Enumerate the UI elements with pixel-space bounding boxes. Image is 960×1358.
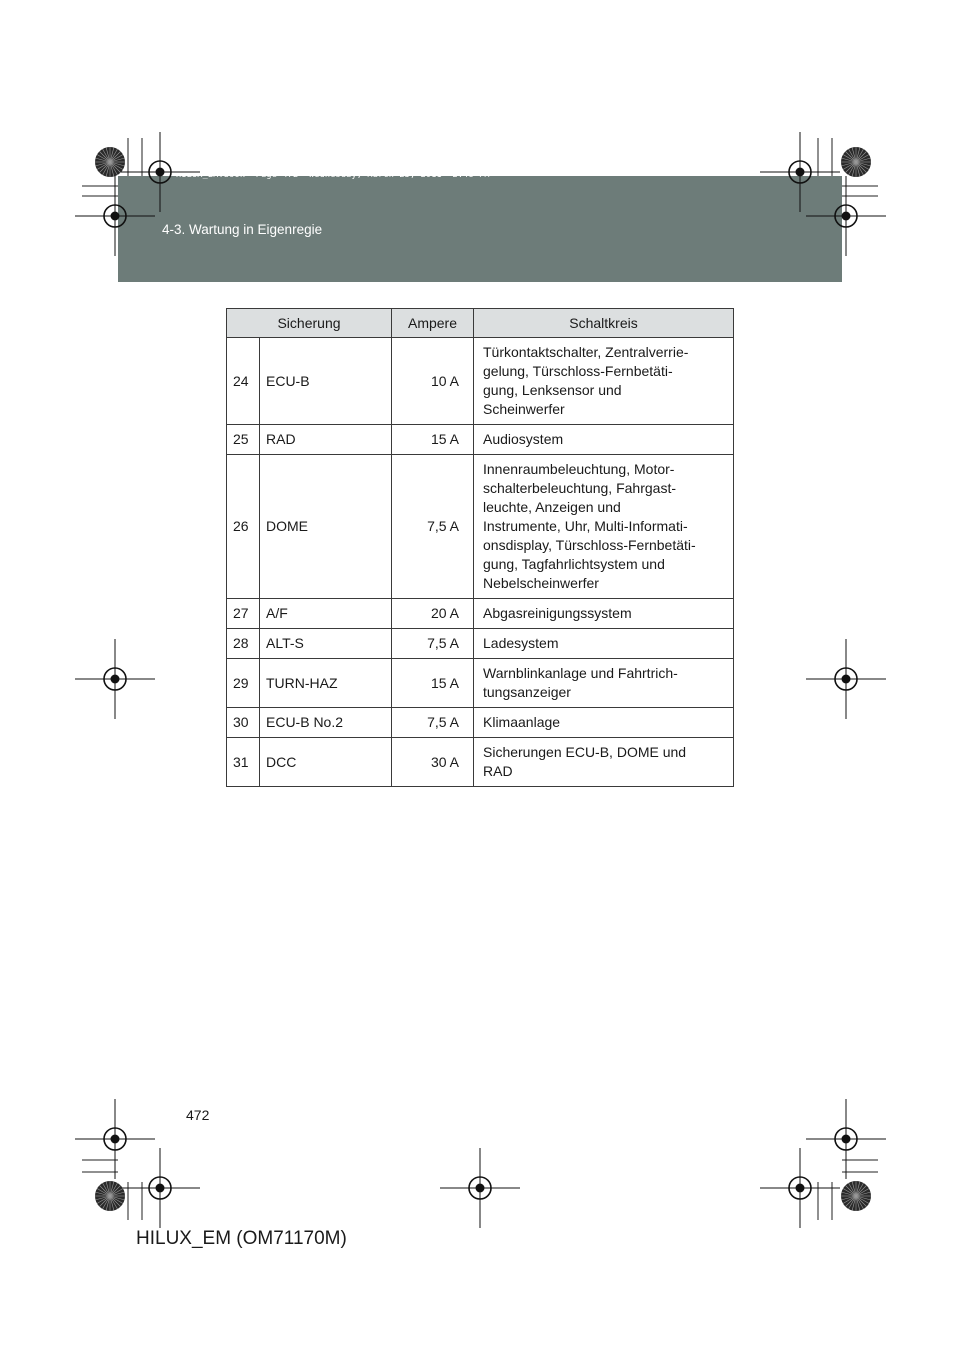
section-title: 4-3. Wartung in Eigenregie <box>162 222 323 237</box>
fuse-number-cell: 26 <box>227 455 260 599</box>
table-row <box>227 659 734 708</box>
fuse-circuit-cell: Innenraumbeleuchtung, Motor- schalterbeleuchtung, Fahrgast- leuchte, Anzeigen und Instrumente, Uhr, Multi-Informati- onsdisplay, Türschloss-Fernbetäti- gung, Tagfahrlichtsystem und Nebelscheinwerfer <box>474 455 734 599</box>
crosshair-mark <box>120 132 200 212</box>
crosshair-mark <box>806 1099 886 1179</box>
fuse-circuit-cell: Warnblinkanlage und Fahrtrich- tungsanzeiger <box>474 659 734 708</box>
fuse-table <box>226 308 734 787</box>
fuse-number-cell: 27 <box>227 599 260 629</box>
table-header-row <box>227 309 734 338</box>
fuse-number-cell: 31 <box>227 738 260 787</box>
fuse-number-cell: 25 <box>227 425 260 455</box>
table-row <box>227 338 734 425</box>
table-row <box>227 708 734 738</box>
column-header-ampere: Ampere <box>392 309 474 338</box>
fuse-name-cell: DCC <box>260 738 392 787</box>
crosshair-mark <box>806 176 886 256</box>
fuse-ampere-cell: 20 A <box>392 599 474 629</box>
crosshair-mark <box>120 1148 200 1228</box>
table-row <box>227 738 734 787</box>
fuse-ampere-cell: 15 A <box>392 659 474 708</box>
crosshair-mark <box>75 639 155 719</box>
print-slug: HILUX_EM.book Page 472 Wednesday, March 23, 2011 2:48 PM <box>176 170 490 180</box>
crosshair-mark <box>806 639 886 719</box>
sunburst-mark <box>95 147 125 177</box>
fuse-name-cell: RAD <box>260 425 392 455</box>
page-number: 472 <box>186 1107 210 1123</box>
table-row <box>227 455 734 599</box>
fuse-circuit-cell: Klimaanlage <box>474 708 734 738</box>
table-row <box>227 425 734 455</box>
crosshair-mark <box>760 1148 840 1228</box>
table-row <box>227 629 734 659</box>
crosshair-mark <box>760 132 840 212</box>
fuse-circuit-cell: Türkontaktschalter, Zentralverrie- gelung, Türschloss-Fernbetäti- gung, Lenksensor und Scheinwerfer <box>474 338 734 425</box>
fuse-circuit-cell: Ladesystem <box>474 629 734 659</box>
column-header-circuit: Schaltkreis <box>474 309 734 338</box>
document-id: HILUX_EM (OM71170M) <box>136 1228 347 1249</box>
fuse-ampere-cell: 15 A <box>392 425 474 455</box>
crosshair-mark <box>440 1148 520 1228</box>
column-header-fuse: Sicherung <box>227 309 392 338</box>
fuse-ampere-cell: 10 A <box>392 338 474 425</box>
fuse-circuit-cell: Sicherungen ECU-B, DOME und RAD <box>474 738 734 787</box>
fuse-ampere-cell: 30 A <box>392 738 474 787</box>
crosshair-mark <box>75 1099 155 1179</box>
fuse-name-cell: A/F <box>260 599 392 629</box>
fuse-circuit-cell: Abgasreinigungssystem <box>474 599 734 629</box>
crosshair-mark <box>75 176 155 256</box>
sunburst-mark <box>841 1181 871 1211</box>
fuse-name-cell: ECU-B <box>260 338 392 425</box>
fuse-number-cell: 30 <box>227 708 260 738</box>
fuse-name-cell: ECU-B No.2 <box>260 708 392 738</box>
fuse-ampere-cell: 7,5 A <box>392 629 474 659</box>
fuse-name-cell: ALT-S <box>260 629 392 659</box>
fuse-ampere-cell: 7,5 A <box>392 455 474 599</box>
fuse-name-cell: DOME <box>260 455 392 599</box>
fuse-name-cell: TURN-HAZ <box>260 659 392 708</box>
fuse-circuit-cell: Audiosystem <box>474 425 734 455</box>
fuse-number-cell: 29 <box>227 659 260 708</box>
fuse-number-cell: 24 <box>227 338 260 425</box>
fuse-ampere-cell: 7,5 A <box>392 708 474 738</box>
sunburst-mark <box>841 147 871 177</box>
fuse-number-cell: 28 <box>227 629 260 659</box>
table-row <box>227 599 734 629</box>
sunburst-mark <box>95 1181 125 1211</box>
